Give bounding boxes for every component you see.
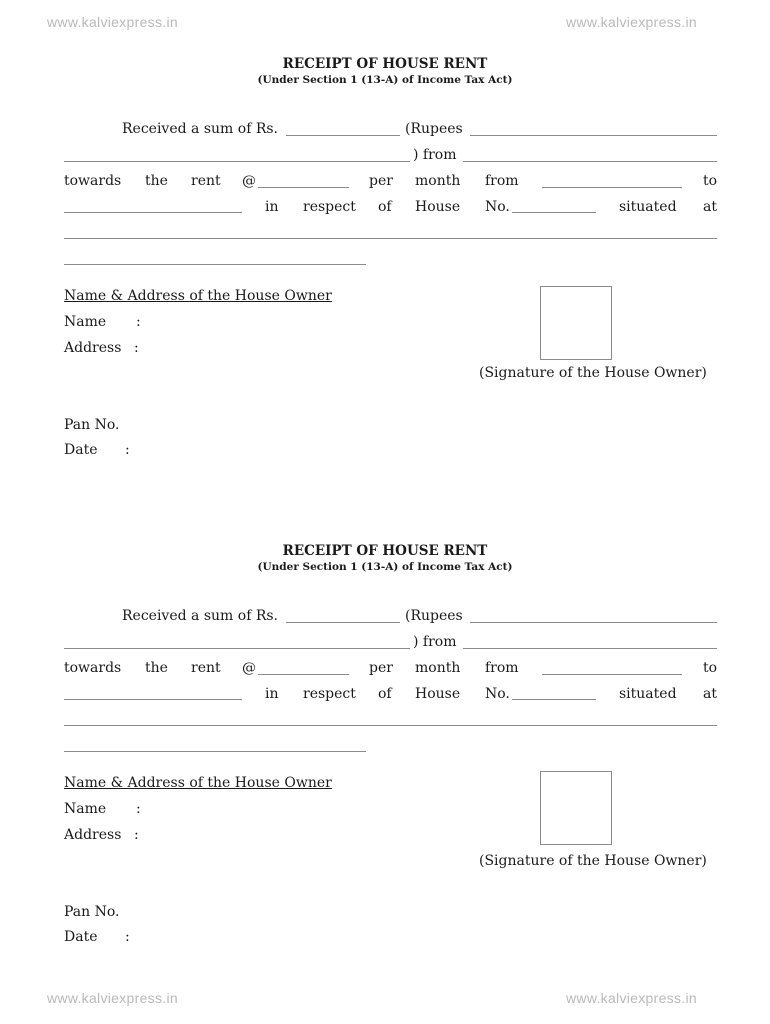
word-rent: rent xyxy=(191,660,221,676)
period-to-blank[interactable] xyxy=(64,212,242,213)
word-month: month xyxy=(415,660,461,676)
signature-caption: (Signature of the House Owner) xyxy=(479,365,707,381)
word-respect: respect xyxy=(303,686,356,702)
word-no: No. xyxy=(485,686,510,702)
rupees-words-blank[interactable] xyxy=(470,622,717,623)
name-colon: : xyxy=(136,801,141,817)
house-address-blank-1[interactable] xyxy=(64,238,717,239)
address-colon: : xyxy=(134,340,139,356)
rent-rate-blank[interactable] xyxy=(258,674,349,675)
receipt-2 xyxy=(0,543,770,1003)
address-label: Address xyxy=(64,827,122,843)
receipt-subtitle: (Under Section 1 (13-A) of Income Tax Act) xyxy=(257,74,513,86)
word-towards: towards xyxy=(64,660,122,676)
date-label: Date xyxy=(64,442,98,458)
word-per: per xyxy=(369,660,393,676)
word-house: House xyxy=(415,199,461,215)
house-address-blank-1[interactable] xyxy=(64,725,717,726)
name-colon: : xyxy=(136,314,141,330)
signature-box[interactable] xyxy=(540,771,612,845)
pan-label: Pan No. xyxy=(64,904,120,920)
period-from-blank[interactable] xyxy=(542,187,682,188)
word-month: month xyxy=(415,173,461,189)
word-in: in xyxy=(265,686,279,702)
house-address-blank-2[interactable] xyxy=(64,751,366,752)
watermark-bottom-left: www.kalviexpress.in xyxy=(47,990,178,1006)
rupees-words-blank-2[interactable] xyxy=(64,648,410,649)
rent-rate-blank[interactable] xyxy=(258,187,349,188)
tenant-name-blank[interactable] xyxy=(463,161,717,162)
rupees-label: (Rupees xyxy=(405,608,463,624)
word-at: at xyxy=(703,686,717,702)
word-of: of xyxy=(378,686,392,702)
period-to-blank[interactable] xyxy=(64,699,242,700)
word-in: in xyxy=(265,199,279,215)
word-per: per xyxy=(369,173,393,189)
word-at: at xyxy=(703,199,717,215)
word-rent: rent xyxy=(191,173,221,189)
address-label: Address xyxy=(64,340,122,356)
rupees-label: (Rupees xyxy=(405,121,463,137)
tenant-name-blank[interactable] xyxy=(463,648,717,649)
watermark-top-right: www.kalviexpress.in xyxy=(566,14,697,30)
word-situated: situated xyxy=(619,686,677,702)
word-house: House xyxy=(415,686,461,702)
from-label: ) from xyxy=(413,634,457,650)
owner-heading: Name & Address of the House Owner xyxy=(64,775,332,791)
house-number-blank[interactable] xyxy=(512,699,596,700)
signature-caption: (Signature of the House Owner) xyxy=(479,853,707,869)
date-colon: : xyxy=(125,442,130,458)
word-respect: respect xyxy=(303,199,356,215)
amount-blank[interactable] xyxy=(286,622,400,623)
address-colon: : xyxy=(134,827,139,843)
at-sign: @ xyxy=(242,660,256,676)
name-label: Name xyxy=(64,801,107,817)
receipt-1 xyxy=(0,56,770,516)
period-from-blank[interactable] xyxy=(542,674,682,675)
word-to: to xyxy=(703,173,718,189)
amount-blank[interactable] xyxy=(286,135,400,136)
name-label: Name xyxy=(64,314,107,330)
house-address-blank-2[interactable] xyxy=(64,264,366,265)
house-number-blank[interactable] xyxy=(512,212,596,213)
rupees-words-blank[interactable] xyxy=(470,135,717,136)
word-to: to xyxy=(703,660,718,676)
word-from: from xyxy=(485,660,519,676)
date-label: Date xyxy=(64,929,98,945)
word-no: No. xyxy=(485,199,510,215)
word-situated: situated xyxy=(619,199,677,215)
word-the: the xyxy=(145,660,168,676)
signature-box[interactable] xyxy=(540,286,612,360)
word-towards: towards xyxy=(64,173,122,189)
receipt-subtitle: (Under Section 1 (13-A) of Income Tax Act) xyxy=(257,561,513,573)
word-from: from xyxy=(485,173,519,189)
receipt-title: RECEIPT OF HOUSE RENT xyxy=(282,543,488,559)
word-the: the xyxy=(145,173,168,189)
word-of: of xyxy=(378,199,392,215)
date-colon: : xyxy=(125,929,130,945)
pan-label: Pan No. xyxy=(64,417,120,433)
watermark-bottom-right: www.kalviexpress.in xyxy=(566,990,697,1006)
at-sign: @ xyxy=(242,173,256,189)
rupees-words-blank-2[interactable] xyxy=(64,161,410,162)
receipt-title: RECEIPT OF HOUSE RENT xyxy=(282,56,488,72)
from-label: ) from xyxy=(413,147,457,163)
watermark-top-left: www.kalviexpress.in xyxy=(47,14,178,30)
received-sum-label: Received a sum of Rs. xyxy=(122,121,278,137)
received-sum-label: Received a sum of Rs. xyxy=(122,608,278,624)
owner-heading: Name & Address of the House Owner xyxy=(64,288,332,304)
